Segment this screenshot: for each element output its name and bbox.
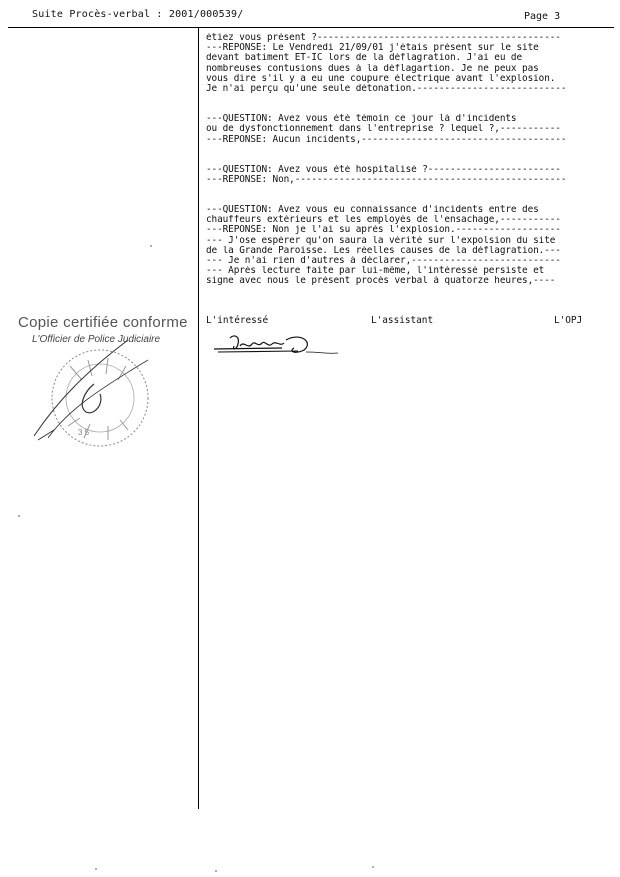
signature-label-assistant: L'assistant [371,315,434,326]
signature-label-interesse: L'intéressé [206,315,269,326]
paragraph-gap [206,185,612,205]
header-rule [8,27,614,28]
statement-line: de la Grande Paroisse. Les réelles causes de la déflagration.--- [206,245,561,256]
scan-speck [372,866,374,868]
document-header-title: Suite Procès-verbal : 2001/000539/ [32,9,244,20]
scan-speck [150,245,152,247]
statement-line: ---REPONSE: Le Vendredi 21/09/01 j'étais présent sur le site [206,43,539,54]
statement-line: --- Je n'ai rien d'autres à déclarer,--------------------------- [206,256,561,266]
paragraph-gap [206,145,612,165]
statement-line: --- J'ose espérer qu'on saura la vérité sur l'expolsion du site [206,235,556,246]
handwritten-signature [210,330,350,360]
certification-stamp [8,300,198,470]
stamp-officer-text: L'Officier de Police Judiciaire [32,334,161,345]
statement-line: étiez vous présent ?-------------------------------------------- [206,33,561,43]
statement-line: ---REPONSE: Non je l'ai su aprés l'explosion.------------------- [206,225,561,236]
scan-speck [18,515,20,517]
stamp-certified-copy-text: Copie certifiée conforme [18,314,188,331]
statement-line: signe avec nous le présent procés verbal à quatorze heures,---- [206,276,556,287]
statement-line: ---REPONSE: Non,------------------------------------------------- [206,174,567,185]
signature-label-opj: L'OPJ [554,315,583,326]
statement-line: ---QUESTION: Avez vous été hospitalisé ?------------------------ [206,164,561,175]
statement-line: Je n'ai perçu qu'une seule détonation.--------------------------- [206,83,567,94]
page-number: Page 3 [524,11,561,22]
scan-speck [95,868,97,870]
statement-line: ---QUESTION: Avez vous été témoin ce jour là d'incidents [206,114,517,125]
statement-line: ---QUESTION: Avez vous eu connaissance d'incidents entre des [206,205,539,216]
statement-body [206,33,612,287]
statement-line: --- Aprés lecture faite par lui-même, l'intéressé persiste et [206,266,545,277]
statement-line: nombreuses contusions dues à la déflagartion. Je ne peux pas [206,63,539,74]
scan-speck [215,870,217,872]
margin-line [198,27,199,809]
statement-line: ---REPONSE: Aucun incidents,------------------------------------- [206,134,567,145]
svg-text:3 5: 3 5 [78,428,90,437]
paragraph-gap [206,94,612,114]
statement-line: vous dire s'il y a eu une coupure électrique avant l'explosion. [206,73,556,84]
statement-line: ou de dysfonctionnement dans l'entreprise ? lequel ?,----------- [206,124,561,135]
statement-line: chauffeurs extérieurs et les employés de l'ensachage,----------- [206,215,561,226]
statement-line: devant batiment ET-IC lors de la déflagration. J'ai eu de [206,53,523,64]
